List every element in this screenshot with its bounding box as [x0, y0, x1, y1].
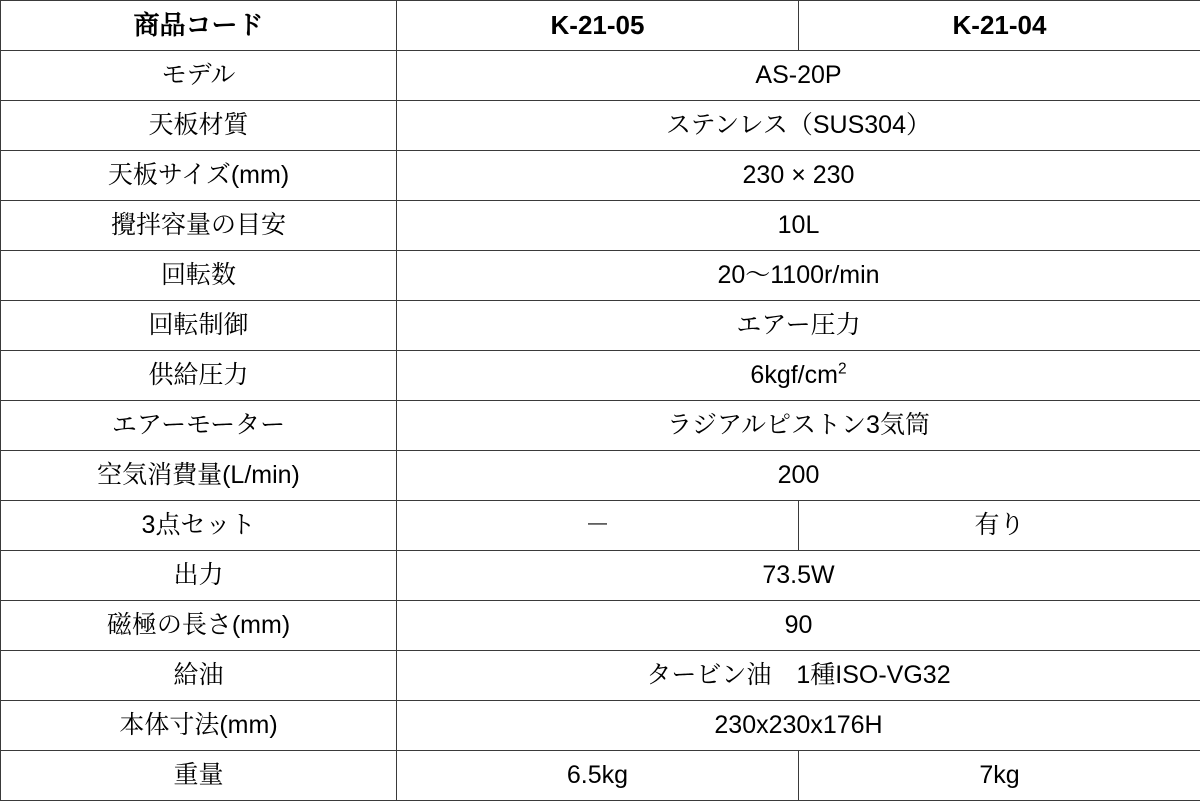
table-row: [1, 751, 1200, 801]
table-row: [1, 601, 1200, 651]
row-label: 給油: [1, 651, 397, 701]
table-row: [1, 401, 1200, 451]
row-value-shared: タービン油 1種ISO-VG32: [397, 651, 1200, 701]
row-value-text: 6kgf/cm: [750, 361, 838, 389]
table-row: [1, 651, 1200, 701]
row-value-shared: 230x230x176H: [397, 701, 1200, 751]
row-label: エアーモーター: [1, 401, 397, 451]
header-cell-model-k-21-04: K-21-04: [799, 1, 1200, 51]
row-label: 回転制御: [1, 301, 397, 351]
table-header: [1, 1, 1200, 51]
row-value-shared: 230 × 230: [397, 151, 1200, 201]
row-value-shared: ステンレス（SUS304）: [397, 101, 1200, 151]
row-value-shared: [397, 351, 1200, 401]
table-row: [1, 551, 1200, 601]
table-row: [1, 251, 1200, 301]
header-cell-product-code: 商品コード: [1, 1, 397, 51]
row-label: 3点セット: [1, 501, 397, 551]
row-label: 攪拌容量の目安: [1, 201, 397, 251]
table-row: [1, 101, 1200, 151]
row-label: 本体寸法(mm): [1, 701, 397, 751]
table-row: [1, 701, 1200, 751]
row-label: 空気消費量(L/min): [1, 451, 397, 501]
row-label: 天板サイズ(mm): [1, 151, 397, 201]
row-value-shared: AS-20P: [397, 51, 1200, 101]
row-value-shared: 10L: [397, 201, 1200, 251]
table-row: [1, 201, 1200, 251]
row-value-a: －: [397, 501, 799, 551]
row-value-a: 6.5kg: [397, 751, 799, 801]
table-header-row: [1, 1, 1200, 51]
row-value-b: 有り: [799, 501, 1200, 551]
header-cell-model-k-21-05: K-21-05: [397, 1, 799, 51]
row-label: 重量: [1, 751, 397, 801]
row-value-shared: 20～1100r/min: [397, 251, 1200, 301]
row-value-shared: 90: [397, 601, 1200, 651]
row-label: 回転数: [1, 251, 397, 301]
table-row: [1, 301, 1200, 351]
table-row: [1, 351, 1200, 401]
row-label: 天板材質: [1, 101, 397, 151]
row-label: 磁極の長さ(mm): [1, 601, 397, 651]
row-value-shared: 73.5W: [397, 551, 1200, 601]
row-value-superscript: 2: [838, 361, 847, 378]
row-label: モデル: [1, 51, 397, 101]
row-value-b: 7kg: [799, 751, 1200, 801]
table-row: [1, 501, 1200, 551]
row-label: 出力: [1, 551, 397, 601]
row-value-shared: エアー圧力: [397, 301, 1200, 351]
table-row: [1, 151, 1200, 201]
row-value-shared: 200: [397, 451, 1200, 501]
table-row: [1, 51, 1200, 101]
table-row: [1, 451, 1200, 501]
row-value-shared: ラジアルピストン3気筒: [397, 401, 1200, 451]
table-body: [1, 51, 1200, 801]
row-label: 供給圧力: [1, 351, 397, 401]
